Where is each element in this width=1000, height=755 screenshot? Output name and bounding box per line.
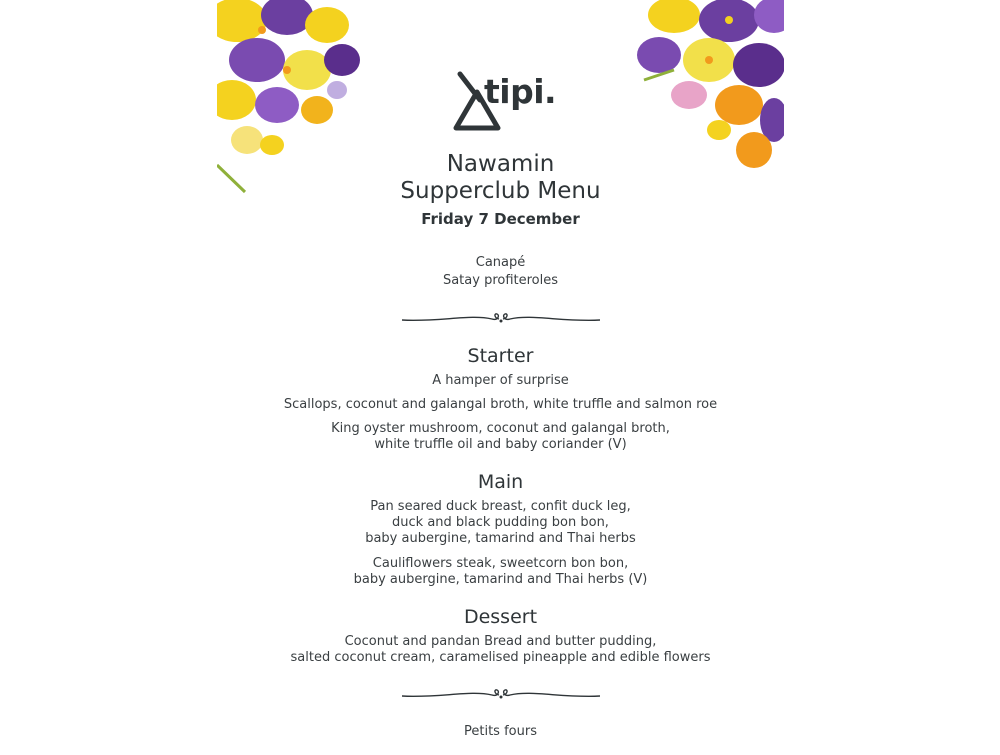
main-item: baby aubergine, tamarind and Thai herbs — [365, 531, 636, 546]
menu-title-line2: Supperclub Menu — [400, 178, 601, 204]
petits-fours-label: Petits fours — [464, 724, 537, 739]
starter-item: Scallops, coconut and galangal broth, white truffle and salmon roe — [283, 397, 718, 412]
canape-label: Canapé — [475, 255, 526, 270]
main-heading: Main — [477, 471, 524, 493]
canape-item: Satay profiteroles — [442, 273, 559, 288]
starter-item: white truffle oil and baby coriander (V) — [374, 437, 627, 452]
ornament-divider — [400, 688, 602, 702]
main-item: Cauliflowers steak, sweetcorn bon bon, — [372, 556, 629, 571]
main-item: Pan seared duck breast, confit duck leg, — [370, 499, 631, 514]
logo-text: tipi. — [484, 72, 557, 111]
dessert-heading: Dessert — [463, 606, 538, 628]
menu-page — [217, 0, 784, 755]
starter-item: King oyster mushroom, coconut and galangal broth, — [331, 421, 670, 436]
main-item: baby aubergine, tamarind and Thai herbs (V) — [353, 572, 648, 587]
main-item: duck and black pudding bon bon, — [392, 515, 609, 530]
starter-item: A hamper of surprise — [432, 373, 569, 388]
starter-heading: Starter — [467, 345, 534, 367]
ornament-divider — [400, 312, 602, 326]
menu-date: Friday 7 December — [421, 210, 580, 228]
dessert-item: Coconut and pandan Bread and butter pudding, — [344, 634, 657, 649]
dessert-item: salted coconut cream, caramelised pineapple and edible flowers — [290, 650, 711, 665]
tipi-logo — [452, 70, 562, 132]
menu-title-line1: Nawamin — [446, 151, 555, 177]
